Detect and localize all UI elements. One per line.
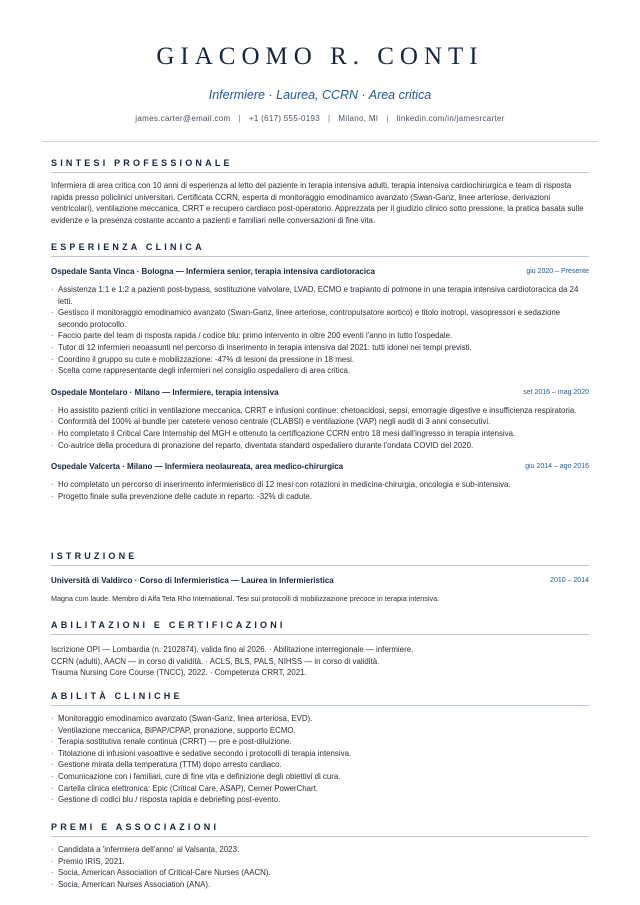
job-title: Ospedale Valcerta · Milano — Infermiera neolaureata, area medico-chirurgica <box>51 462 344 472</box>
skill-item: · Gestione di codici blu / risposta rapida e debriefing post-evento. <box>51 794 589 806</box>
bullet-item: · Ho completato il Critical Care Internship del MGH e ottenuto la certificazione CCRN entro 18 mesi dall'ingresso in terapia intensiva. <box>51 428 589 440</box>
awards-title: PREMI E ASSOCIAZIONI <box>51 822 589 837</box>
summary-section <box>51 158 589 226</box>
awards-list <box>51 844 589 890</box>
awards-section <box>51 822 589 890</box>
education-heading <box>51 576 589 587</box>
job-bullets <box>51 284 589 377</box>
skill-item: · Titolazione di infusioni vasoattive e sedative secondo i protocolli di terapia intensiva. <box>51 748 589 760</box>
bullet-item: · Gestisco il monitoraggio emodinamico avanzato (Swan-Ganz, linee arteriose, contropulsatore aortico) e titolo inotropi, vasopressori e sedazione secondo protocollo. <box>51 307 589 330</box>
candidate-subtitle: Infermiere · Laurea, CCRN · Area critica <box>208 88 432 102</box>
separator: | <box>386 114 389 123</box>
experience-title: ESPERIENZA CLINICA <box>51 242 589 257</box>
contact-email[interactable]: james.carter@email.com <box>135 114 231 123</box>
experience-section <box>51 242 589 502</box>
certification-line: CCRN (adulti), AACN — in corso di validità. · ACLS, BLS, PALS, NIHSS — in corso di validità. <box>51 656 380 666</box>
education-title: ISTRUZIONE <box>51 551 589 566</box>
skills-title: ABILITÀ CLINICHE <box>51 691 589 706</box>
contact-phone[interactable]: +1 (617) 555-0193 <box>248 114 321 123</box>
job-bullets <box>51 405 589 451</box>
education-dates: 2010 – 2014 <box>550 577 589 584</box>
certifications-section <box>51 620 589 679</box>
skill-item: · Ventilazione meccanica, BiPAP/CPAP, pronazione, supporto ECMO. <box>51 725 589 737</box>
skill-item: · Terapia sostitutiva renale continua (CRRT) — pre e post-diluizione. <box>51 736 589 748</box>
education-notes: Magna cum laude. Membro di Alfa Teta Rho International. Tesi sui protocolli di mobilizzazione precoce in terapia intensiva. <box>51 594 440 603</box>
certifications-list <box>51 644 589 679</box>
education-section <box>51 551 589 603</box>
job-dates: giu 2014 – ago 2016 <box>525 463 589 471</box>
bullet-item: · Progetto finale sulla prevenzione delle cadute in reparto: -32% di cadute. <box>51 491 589 503</box>
job-heading <box>51 462 589 473</box>
award-item: · Socia, American Association of Critical-Care Nurses (AACN). <box>51 867 589 879</box>
award-item: · Premio IRIS, 2021. <box>51 856 589 868</box>
award-item: · Candidata a 'infermiera dell'anno' al Valsanta, 2023. <box>51 844 589 856</box>
skills-list <box>51 713 589 806</box>
skill-item: · Gestione mirata della temperatura (TTM) dopo arresto cardiaco. <box>51 759 589 771</box>
bullet-item: · Scelta come rappresentante degli infermieri nel consiglio ospedaliero di area critica. <box>51 365 589 377</box>
skill-item: · Monitoraggio emodinamico avanzato (Swan-Ganz, linea arteriosa, EVD). <box>51 713 589 725</box>
job-dates: set 2016 – mag 2020 <box>523 388 589 396</box>
award-item: · Socia, American Nurses Association (ANA). <box>51 879 589 891</box>
job-heading <box>51 267 589 278</box>
separator: | <box>328 114 331 123</box>
bullet-item: · Tutor di 12 infermieri neoassunti nel percorso di inserimento in terapia intensiva dal 2021: tutti idonei nei tempi previsti. <box>51 342 589 354</box>
job-dates: giu 2020 – Presente <box>526 268 589 275</box>
certifications-title: ABILITAZIONI E CERTIFICAZIONI <box>51 620 589 635</box>
summary-title: SINTESI PROFESSIONALE <box>51 158 589 173</box>
bullet-item: · Ho completato un percorso di inserimento infermieristico di 12 mesi con rotazioni in medicina-chirurgia, oncologia e sub-intensiva. <box>51 479 589 491</box>
bullet-item: · Faccio parte del team di risposta rapida / codice blu: primo intervento in oltre 200 eventi l'anno in tutto l'ospedale. <box>51 330 589 342</box>
job-bullets <box>51 479 589 502</box>
job-title: Ospedale Santa Vinca · Bologna — Infermiera senior, terapia intensiva cardiotoracica <box>51 267 375 276</box>
skill-item: · Cartella clinica elettronica: Epic (Critical Care, ASAP), Cerner PowerChart. <box>51 783 589 795</box>
candidate-name: GIACOMO R. CONTI <box>156 43 484 70</box>
certification-line: Trauma Nursing Core Course (TNCC), 2022. · Competenza CRRT, 2021. <box>51 668 307 678</box>
bullet-item: · Co-autrice della procedura di pronazione del reparto, diventata standard ospedaliero durante l'ondata COVID del 2020. <box>51 440 589 452</box>
bullet-item: · Coordino il gruppo su cute e mobilizzazione: -47% di lesioni da pressione in 18 mesi. <box>51 354 589 366</box>
bullet-item: · Ho assistito pazienti critici in ventilazione meccanica, CRRT e infusioni continue: chetoacidosi, sepsi, emorragie digestive e insufficienza respiratoria. <box>51 405 589 417</box>
certification-line: Iscrizione OPI — Lombardia (n. 2102874), valida fino al 2026. · Abilitazione interregionale — infermiere. <box>51 645 414 654</box>
bullet-item: · Assistenza 1:1 e 1:2 a pazienti post-bypass, sostituzione valvolare, LVAD, ECMO e trapianto di polmone in una terapia intensiva cardiotoracica da 24 letti. <box>51 284 589 307</box>
job-heading <box>51 388 589 399</box>
skills-section <box>51 691 589 806</box>
contact-linkedin[interactable]: linkedin.com/in/jamesrcarter <box>396 114 505 123</box>
education-degree: Università di Valdirco · Corso di Infermieristica — Laurea in Infermieristica <box>51 576 334 585</box>
job-title: Ospedale Montelaro · Milano — Infermiere, terapia intensiva <box>51 387 279 397</box>
header-divider <box>42 141 598 142</box>
summary-text: Infermiera di area critica con 10 anni di esperienza al letto del paziente in terapia intensiva adulti, terapia intensiva cardiochirurgica e team di risposta rapida presso policlinici universitari. Certificata CCRN, esperta di monitoraggio emodinamico avanzato (Swan-Ganz, linee arteriose, derivazioni ventricolari), ventilazione meccanica, CRRT e recupero cardiaco post-operatorio. Apprezzata per il giudizio clinico sotto pressione, la pratica basata sulle evidenze e la presenza costante accanto a pazienti e familiari nelle conversazioni di fine vita. <box>51 181 584 225</box>
contact-line <box>0 114 640 123</box>
bullet-item: · Conformità del 100% al bundle per catetere venoso centrale (CLABSI) e ventilazione (VAP) negli audit di 3 anni consecutivi. <box>51 416 589 428</box>
contact-location: Milano, MI <box>338 114 379 123</box>
separator: | <box>238 114 241 123</box>
skill-item: · Comunicazione con i familiari, cure di fine vita e definizione degli obiettivi di cura. <box>51 771 589 783</box>
